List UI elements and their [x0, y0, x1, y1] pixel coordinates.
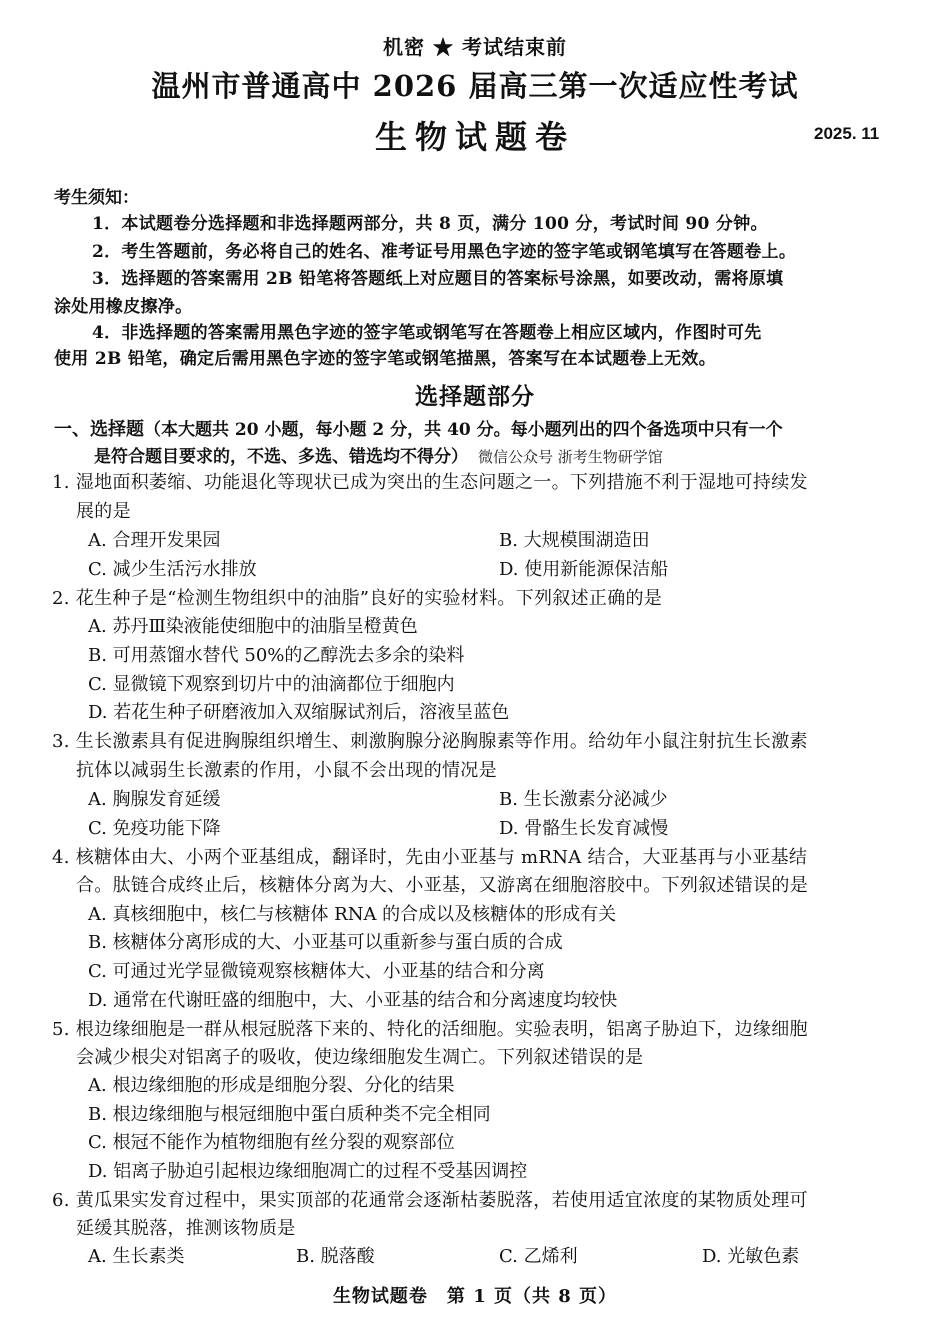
question-5-option-d: D. 铝离子胁迫引起根边缘细胞凋亡的过程不受基因调控 [88, 1161, 528, 1182]
exam-title: 温州市普通高中 2026 届高三第一次适应性考试 [151, 69, 799, 103]
question-5-stem-cont: 会减少根尖对铝离子的吸收，使边缘细胞发生凋亡。下列叙述错误的是 [76, 1047, 644, 1068]
notice-item-4: 4．非选择题的答案需用黑色字迹的签字笔或钢笔写在答题卷上相应区域内，作图时可先 [92, 323, 762, 343]
question-5-stem: 5. 根边缘细胞是一群从根冠脱落下来的、特化的活细胞。实验表明，铝离子胁迫下，边缘细胞 [52, 1019, 808, 1040]
question-3-option-b: B. 生长激素分泌减少 [499, 789, 668, 810]
notice-heading: 考生须知： [54, 188, 139, 208]
section-title: 选择题部分 [415, 383, 535, 410]
part-heading [54, 415, 783, 441]
exam-date: 2025. 11 [814, 124, 880, 143]
question-5-option-b: B. 根边缘细胞与根冠细胞中蛋白质种类不完全相同 [88, 1104, 491, 1125]
question-6-option-a: A. 生长素类 [88, 1246, 185, 1267]
question-1-option-a: A. 合理开发果园 [88, 530, 221, 551]
question-4-option-b: B. 核糖体分离形成的大、小亚基可以重新参与蛋白质的合成 [88, 932, 563, 953]
question-5-option-c: C. 根冠不能作为植物细胞有丝分裂的观察部位 [88, 1132, 455, 1153]
question-4-stem-cont: 合。肽链合成终止后，核糖体分离为大、小亚基，又游离在细胞溶胶中。下列叙述错误的是 [76, 875, 808, 896]
question-6-option-c: C. 乙烯利 [499, 1246, 578, 1267]
question-3-stem-cont: 抗体以减弱生长激素的作用，小鼠不会出现的情况是 [76, 760, 497, 781]
notice-item-3: 3．选择题的答案需用 2B 铅笔将答题纸上对应题目的答案标号涂黑，如要改动，需将原填 [92, 269, 784, 289]
confidential-label: 机密 ★ 考试结束前 [383, 35, 567, 59]
question-2-option-a: A. 苏丹Ⅲ染液能使细胞中的油脂呈橙黄色 [88, 616, 418, 637]
question-5-option-a: A. 根边缘细胞的形成是细胞分裂、分化的结果 [88, 1075, 455, 1096]
question-2-option-b: B. 可用蒸馏水替代 50%的乙醇洗去多余的染料 [88, 645, 465, 666]
question-3-option-c: C. 免疫功能下降 [88, 818, 221, 839]
question-4-option-d: D. 通常在代谢旺盛的细胞中，大、小亚基的结合和分离速度均较快 [88, 990, 618, 1011]
notice-item-3-cont: 涂处用橡皮擦净。 [54, 297, 193, 317]
question-3-stem: 3. 生长激素具有促进胸腺组织增生、刺激胸腺分泌胸腺素等作用。给幼年小鼠注射抗生长激素 [52, 731, 808, 752]
part-label: 一、选择题 [54, 419, 144, 440]
question-4-option-a: A. 真核细胞中，核仁与核糖体 RNA 的合成以及核糖体的形成有关 [88, 904, 617, 925]
question-1-option-d: D. 使用新能源保洁船 [499, 559, 669, 580]
notice-item-2: 2．考生答题前，务必将自己的姓名、准考证号用黑色字迹的签字笔或钢笔填写在答题卷上。 [92, 242, 797, 262]
page-footer: 生物试题卷 第 1 页（共 8 页） [332, 1286, 618, 1307]
question-2-stem: 2. 花生种子是“检测生物组织中的油脂”良好的实验材料。下列叙述正确的是 [52, 588, 663, 609]
question-3-option-a: A. 胸腺发育延缓 [88, 789, 221, 810]
question-4-stem: 4. 核糖体由大、小两个亚基组成，翻译时，先由小亚基与 mRNA 结合，大亚基再与小亚基结 [52, 847, 808, 868]
notice-item-4-cont: 使用 2B 铅笔，确定后需用黑色字迹的签字笔或钢笔描黑，答案写在本试题卷上无效。 [54, 349, 717, 369]
part-description: （本大题共 20 小题，每小题 2 分，共 40 分。每小题列出的四个备选项中只有一个 [144, 420, 783, 440]
question-6-stem-cont: 延缓其脱落，推测该物质是 [76, 1218, 296, 1239]
question-4-option-c: C. 可通过光学显微镜观察核糖体大、小亚基的结合和分离 [88, 961, 545, 982]
question-6-stem: 6. 黄瓜果实发育过程中，果实顶部的花通常会逐渐枯萎脱落，若使用适宜浓度的某物质处理可 [52, 1190, 808, 1211]
paper-subtitle: 生物试题卷 [374, 118, 575, 156]
question-1-option-c: C. 减少生活污水排放 [88, 559, 257, 580]
question-2-option-c: C. 显微镜下观察到切片中的油滴都位于细胞内 [88, 674, 455, 695]
watermark-text: 微信公众号 浙考生物研学馆 [478, 448, 663, 466]
question-3-option-d: D. 骨骼生长发育减慢 [499, 818, 669, 839]
question-1-stem-cont: 展的是 [76, 501, 131, 522]
question-2-option-d: D. 若花生种子研磨液加入双缩脲试剂后，溶液呈蓝色 [88, 702, 510, 723]
question-6-option-b: B. 脱落酸 [296, 1246, 375, 1267]
question-6-option-d: D. 光敏色素 [702, 1246, 800, 1267]
notice-item-1: 1．本试题卷分选择题和非选择题两部分，共 8 页，满分 100 分，考试时间 90 分钟。 [92, 214, 768, 234]
question-1-option-b: B. 大规模围湖造田 [499, 530, 650, 551]
part-description-cont: 是符合题目要求的，不选、多选、错选均不得分） 微信公众号 浙考生物研学馆 [94, 447, 663, 467]
question-1-stem: 1. 湿地面积萎缩、功能退化等现状已成为突出的生态问题之一。下列措施不利于湿地可持续发 [52, 472, 808, 493]
